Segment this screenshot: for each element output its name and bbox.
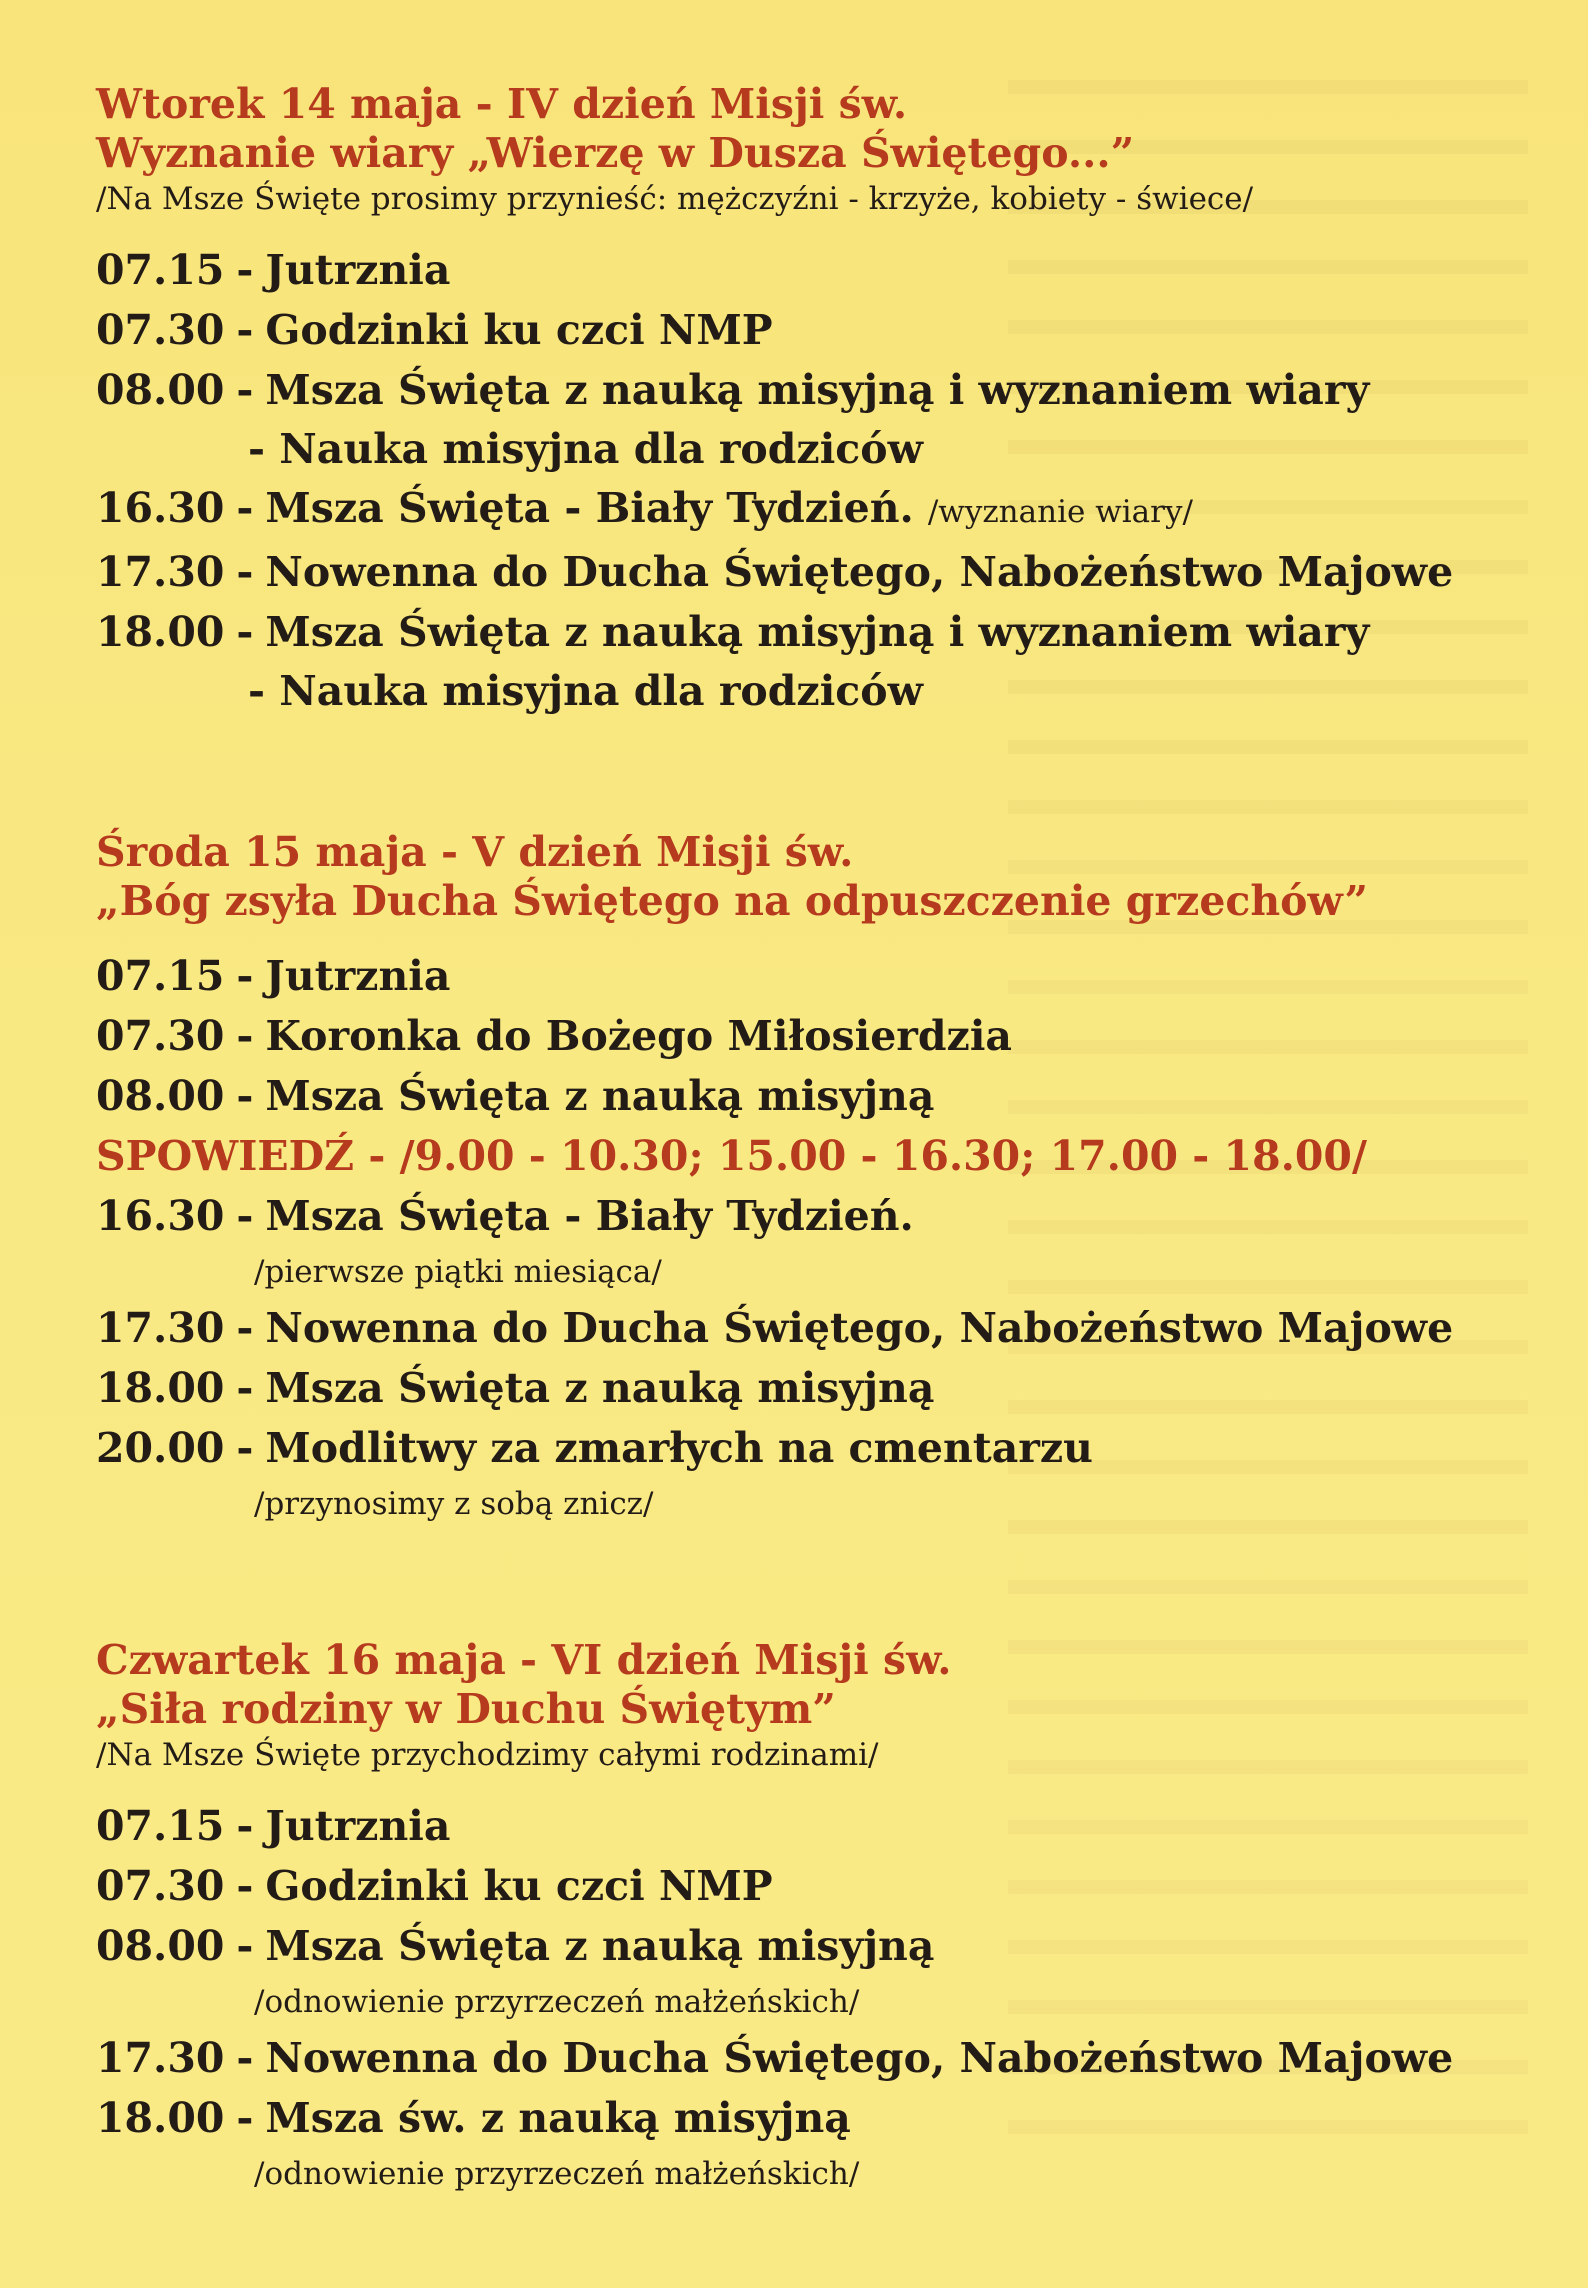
schedule-item: 07.15 - Jutrznia xyxy=(96,1796,1453,1856)
schedule-item: 08.00 - Msza Święta z nauką misyjną xyxy=(96,1916,1453,1976)
schedule-list xyxy=(96,1796,1453,2200)
item-time: 08.00 xyxy=(96,1922,225,1970)
item-text: Msza Święta - Biały Tydzień. xyxy=(265,484,914,532)
section-thursday xyxy=(96,1636,1453,2200)
item-inline-note: /wyznanie wiary/ xyxy=(927,494,1193,530)
section-subheading: „Siła rodziny w Duchu Świętym” xyxy=(96,1685,836,1733)
item-subline: - Nauka misyjna dla rodziców xyxy=(248,425,923,473)
item-text: Jutrznia xyxy=(265,952,451,1000)
schedule-list xyxy=(96,240,1453,720)
section-note: /Na Msze Święte przychodzimy całymi rodzinami/ xyxy=(96,1737,879,1773)
item-text: Msza Święta z nauką misyjną i wyznaniem wiary xyxy=(265,608,1370,656)
schedule-item: 17.30 - Nowenna do Ducha Świętego, Nabożeństwo Majowe xyxy=(96,542,1453,602)
item-time: 07.15 xyxy=(96,246,225,294)
confession-hours: SPOWIEDŹ - /9.00 - 10.30; 15.00 - 16.30; 17.00 - 18.00/ xyxy=(96,1132,1367,1180)
item-text: Nowenna do Ducha Świętego, Nabożeństwo Majowe xyxy=(265,2034,1454,2082)
item-text: Msza Święta z nauką misyjną i wyznaniem wiary xyxy=(265,366,1370,414)
section-heading: Wtorek 14 maja - IV dzień Misji św. xyxy=(96,80,908,128)
schedule-item: 17.30 - Nowenna do Ducha Świętego, Nabożeństwo Majowe xyxy=(96,2028,1453,2088)
schedule-item: 16.30 - Msza Święta - Biały Tydzień. /wyznanie wiary/ xyxy=(96,478,1453,542)
schedule-item: 18.00 - Msza Święta z nauką misyjną xyxy=(96,1358,1453,1418)
section-subheading: Wyznanie wiary „Wierzę w Dusza Świętego...” xyxy=(96,129,1135,177)
item-text: Msza Święta z nauką misyjną xyxy=(265,1364,935,1412)
item-time: 18.00 xyxy=(96,1364,225,1412)
item-text: Msza Święta - Biały Tydzień. xyxy=(265,1192,914,1240)
section-heading: Czwartek 16 maja - VI dzień Misji św. xyxy=(96,1636,952,1684)
schedule-item: 16.30 - Msza Święta - Biały Tydzień. xyxy=(96,1186,1453,1246)
item-time: 07.15 xyxy=(96,1802,225,1850)
item-time: 07.30 xyxy=(96,1862,225,1910)
item-text: Godzinki ku czci NMP xyxy=(265,1862,773,1910)
item-note: /odnowienie przyrzeczeń małżeńskich/ xyxy=(254,1984,860,2020)
item-time: 07.15 xyxy=(96,952,225,1000)
item-note: /przynosimy z sobą znicz/ xyxy=(254,1486,654,1522)
section-subheading: „Bóg zsyła Ducha Świętego na odpuszczenie grzechów” xyxy=(96,877,1368,925)
item-note: /pierwsze piątki miesiąca/ xyxy=(254,1254,662,1290)
item-text: Koronka do Bożego Miłosierdzia xyxy=(265,1012,1012,1060)
schedule-item: 08.00 - Msza Święta z nauką misyjną i wyznaniem wiary xyxy=(96,360,1453,420)
item-time: 08.00 xyxy=(96,366,225,414)
item-text: Msza św. z nauką misyjną xyxy=(265,2094,851,2142)
item-text: Nowenna do Ducha Świętego, Nabożeństwo Majowe xyxy=(265,548,1454,596)
schedule-item: 17.30 - Nowenna do Ducha Świętego, Nabożeństwo Majowe xyxy=(96,1298,1453,1358)
item-text: Msza Święta z nauką misyjną xyxy=(265,1922,935,1970)
item-time: 07.30 xyxy=(96,1012,225,1060)
item-text: Nowenna do Ducha Świętego, Nabożeństwo Majowe xyxy=(265,1304,1454,1352)
schedule-item: 18.00 - Msza św. z nauką misyjną xyxy=(96,2088,1453,2148)
schedule-item: 07.15 - Jutrznia xyxy=(96,240,1453,300)
item-subline: - Nauka misyjna dla rodziców xyxy=(248,667,923,715)
item-time: 16.30 xyxy=(96,484,225,532)
schedule-item: 07.30 - Godzinki ku czci NMP xyxy=(96,300,1453,360)
schedule-item: 18.00 - Msza Święta z nauką misyjną i wyznaniem wiary xyxy=(96,602,1453,662)
schedule-item: 20.00 - Modlitwy za zmarłych na cmentarzu xyxy=(96,1418,1453,1478)
item-time: 07.30 xyxy=(96,306,225,354)
section-tuesday xyxy=(96,80,1453,720)
item-time: 17.30 xyxy=(96,548,225,596)
section-note: /Na Msze Święte prosimy przynieść: mężczyźni - krzyże, kobiety - świece/ xyxy=(96,181,1254,217)
item-time: 17.30 xyxy=(96,2034,225,2082)
item-time: 17.30 xyxy=(96,1304,225,1352)
schedule-item: 07.15 - Jutrznia xyxy=(96,946,1453,1006)
section-heading: Środa 15 maja - V dzień Misji św. xyxy=(96,828,854,876)
item-time: 20.00 xyxy=(96,1424,225,1472)
schedule-item: 07.30 - Godzinki ku czci NMP xyxy=(96,1856,1453,1916)
item-time: 08.00 xyxy=(96,1072,225,1120)
item-text: Jutrznia xyxy=(265,246,451,294)
schedule-list xyxy=(96,946,1453,1530)
item-text: Godzinki ku czci NMP xyxy=(265,306,773,354)
schedule-item: 07.30 - Koronka do Bożego Miłosierdzia xyxy=(96,1006,1453,1066)
item-text: Jutrznia xyxy=(265,1802,451,1850)
item-time: 18.00 xyxy=(96,2094,225,2142)
item-note: /odnowienie przyrzeczeń małżeńskich/ xyxy=(254,2156,860,2192)
item-text: Msza Święta z nauką misyjną xyxy=(265,1072,935,1120)
item-text: Modlitwy za zmarłych na cmentarzu xyxy=(265,1424,1093,1472)
item-time: 18.00 xyxy=(96,608,225,656)
section-wednesday xyxy=(96,828,1453,1530)
schedule-item: 08.00 - Msza Święta z nauką misyjną xyxy=(96,1066,1453,1126)
item-time: 16.30 xyxy=(96,1192,225,1240)
